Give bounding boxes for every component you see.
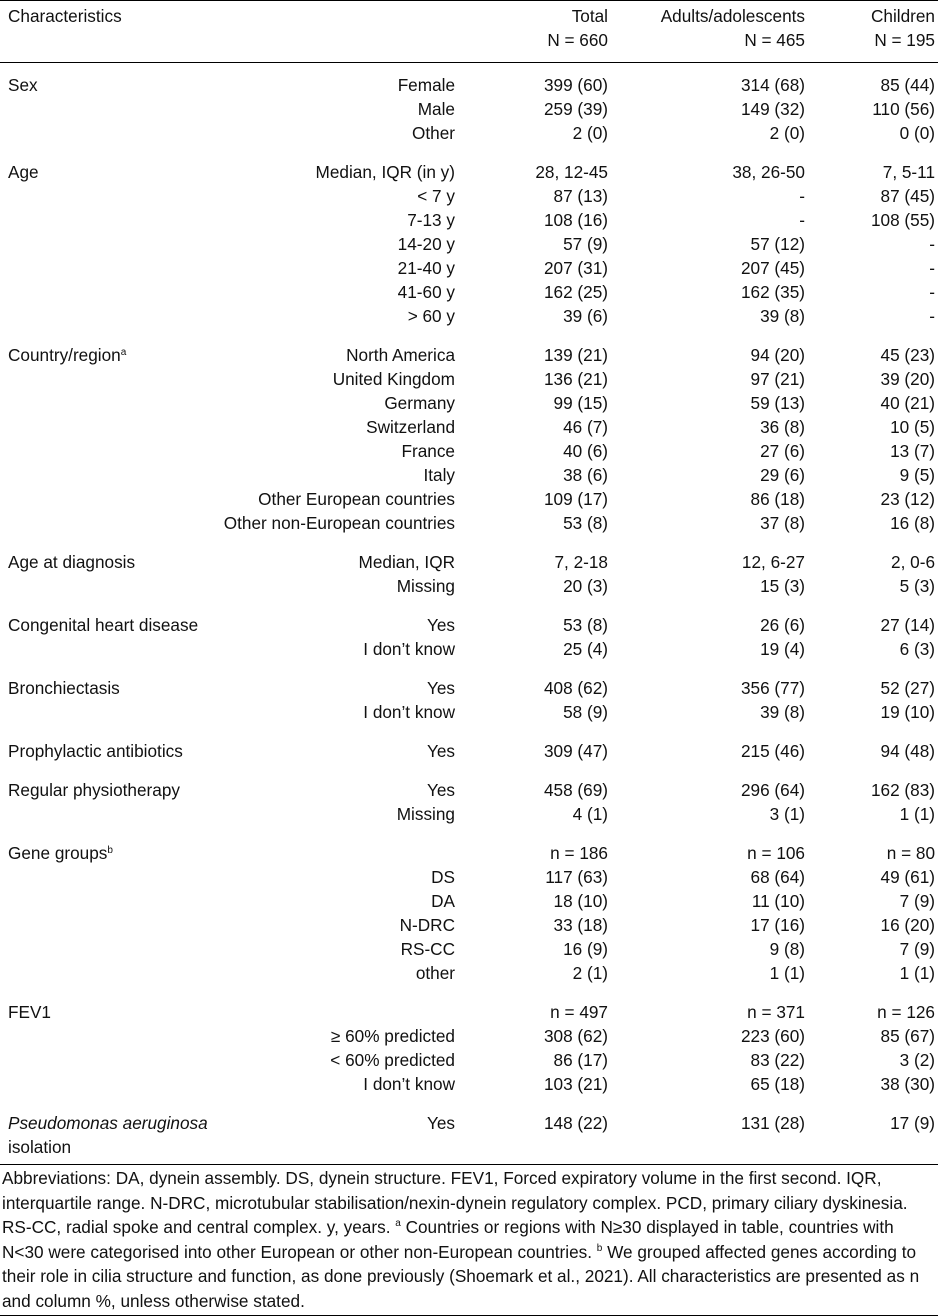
category-cell (0, 802, 182, 831)
table-row (0, 184, 938, 208)
children-value: 45 (23) (880, 345, 935, 365)
category-label: Bronchiectasis (8, 678, 120, 698)
table-row (0, 333, 938, 367)
children-value: 7, 5-11 (882, 162, 935, 182)
footnote-sup-b: b (596, 1242, 603, 1254)
category-label: Sex (8, 75, 38, 95)
header-total: Total N = 660 (458, 1, 611, 63)
children-value: 5 (3) (899, 576, 935, 596)
row-label: Other European countries (258, 489, 455, 509)
table-row (0, 439, 938, 463)
footnote-text-3: We grouped affected genes according to their role in cilia structure and function, as done previously (Shoemark et al., 2021). All characteristics are presented as n and column %, unless otherwise stated. (2, 1241, 920, 1311)
total-value: 207 (31) (543, 258, 608, 278)
row-label: Male (417, 99, 455, 119)
row-label: Yes (426, 678, 455, 698)
children-value: 27 (14) (880, 615, 935, 635)
children-value: n = 80 (886, 843, 935, 863)
total-value: 136 (21) (543, 369, 608, 389)
adults-value: 15 (3) (760, 576, 805, 596)
total-value: 25 (4) (563, 639, 608, 659)
table-row (0, 256, 938, 280)
category-cell (0, 937, 182, 961)
category-label: Regular physiotherapy (8, 780, 180, 800)
adults-value: 17 (16) (750, 915, 805, 935)
table-row (0, 666, 938, 700)
category-cell (0, 184, 182, 208)
table-row (0, 304, 938, 333)
category-label-line2: isolation (8, 1137, 72, 1157)
total-value: 108 (16) (543, 210, 608, 230)
children-value: 6 (3) (899, 639, 935, 659)
row-label: United Kingdom (332, 369, 455, 389)
table-row (0, 540, 938, 574)
row-label: Switzerland (366, 417, 455, 437)
row-label: 7-13 y (407, 210, 455, 230)
category-cell (0, 990, 182, 1024)
children-value: 23 (12) (880, 489, 935, 509)
category-cell (0, 574, 182, 603)
category-label: Country/region (8, 345, 121, 365)
category-cell (0, 280, 182, 304)
category-cell (0, 831, 182, 865)
total-value: 46 (7) (563, 417, 608, 437)
adults-value: 65 (18) (750, 1074, 805, 1094)
children-value: 110 (56) (872, 99, 935, 119)
row-label: Italy (423, 465, 455, 485)
children-value: - (929, 282, 935, 302)
adults-value: 131 (28) (740, 1113, 805, 1133)
category-cell (0, 232, 182, 256)
header-characteristics: Characteristics (0, 1, 182, 63)
table-row (0, 603, 938, 637)
adults-value: 223 (60) (740, 1026, 805, 1046)
total-value: 33 (18) (553, 915, 608, 935)
row-label: I don’t know (363, 1074, 455, 1094)
row-label: Yes (426, 615, 455, 635)
total-value: n = 497 (550, 1002, 608, 1022)
row-label: other (415, 963, 455, 983)
total-value: 2 (0) (572, 123, 608, 143)
adults-value: 27 (6) (760, 441, 805, 461)
row-label: Yes (426, 780, 455, 800)
table-row (0, 150, 938, 184)
total-value: 399 (60) (543, 75, 608, 95)
children-value: 1 (1) (899, 804, 935, 824)
row-label: DA (431, 891, 455, 911)
children-value: 87 (45) (880, 186, 935, 206)
adults-value: 1 (1) (769, 963, 805, 983)
table-row (0, 121, 938, 150)
table-row (0, 280, 938, 304)
adults-value: 39 (8) (760, 702, 805, 722)
table-footnote (0, 1164, 938, 1316)
total-value: 139 (21) (543, 345, 608, 365)
children-value: 19 (10) (880, 702, 935, 722)
children-value: 40 (21) (880, 393, 935, 413)
row-label: 21-40 y (397, 258, 455, 278)
row-label: > 60 y (407, 306, 455, 326)
table-row (0, 1048, 938, 1072)
children-value: 85 (44) (880, 75, 935, 95)
total-value: 57 (9) (563, 234, 608, 254)
adults-value: 37 (8) (760, 513, 805, 533)
row-label: N-DRC (399, 915, 455, 935)
table-row (0, 367, 938, 391)
category-cell (0, 700, 182, 729)
row-label: I don’t know (363, 702, 455, 722)
children-value: 39 (20) (880, 369, 935, 389)
adults-value: 19 (4) (760, 639, 805, 659)
total-value: n = 186 (550, 843, 608, 863)
footnote-text-2: Countries or regions with N≥30 displayed in table, countries with N<30 were categorised into other European or other non-European countries. (2, 1217, 894, 1262)
total-value: 87 (13) (553, 186, 608, 206)
children-value: 49 (61) (880, 867, 935, 887)
adults-value: 29 (6) (760, 465, 805, 485)
table-row (0, 574, 938, 603)
category-cell (0, 889, 182, 913)
children-value: 1 (1) (899, 963, 935, 983)
row-label: France (401, 441, 455, 461)
adults-value: 26 (6) (760, 615, 805, 635)
table-row (0, 913, 938, 937)
adults-value: 314 (68) (740, 75, 805, 95)
total-value: 458 (69) (543, 780, 608, 800)
total-value: 53 (8) (563, 513, 608, 533)
table-row (0, 391, 938, 415)
category-cell (0, 540, 182, 574)
adults-value: n = 371 (747, 1002, 805, 1022)
category-cell (0, 463, 182, 487)
table-row (0, 637, 938, 666)
table-row (0, 961, 938, 990)
row-label: Median, IQR (in y) (315, 162, 455, 182)
children-value: 17 (9) (890, 1113, 935, 1133)
row-label: < 60% predicted (330, 1050, 455, 1070)
table-row (0, 63, 938, 98)
adults-value: 97 (21) (750, 369, 805, 389)
category-cell (0, 511, 182, 540)
category-cell (0, 603, 199, 637)
total-value: 162 (25) (543, 282, 608, 302)
adults-value: 68 (64) (750, 867, 805, 887)
total-value: 39 (6) (563, 306, 608, 326)
category-cell (0, 913, 182, 937)
category-cell (0, 637, 182, 666)
table-row (0, 232, 938, 256)
row-label: Other (412, 123, 455, 143)
adults-value: n = 106 (747, 843, 805, 863)
table-row (0, 729, 938, 768)
category-cell (0, 961, 182, 990)
category-cell (0, 1048, 182, 1072)
total-value: 308 (62) (543, 1026, 608, 1046)
row-label: I don’t know (363, 639, 455, 659)
adults-value: 86 (18) (750, 489, 805, 509)
category-cell (0, 333, 182, 367)
table-row (0, 97, 938, 121)
adults-value: 83 (22) (750, 1050, 805, 1070)
total-value: 309 (47) (543, 741, 608, 761)
adults-value: - (799, 186, 805, 206)
category-label: Age (8, 162, 39, 182)
total-value: 20 (3) (563, 576, 608, 596)
adults-value: 207 (45) (740, 258, 805, 278)
row-label: DS (431, 867, 455, 887)
row-label: Missing (396, 576, 455, 596)
table-row (0, 865, 938, 889)
header-spacer (182, 1, 458, 63)
category-cell (0, 367, 182, 391)
table-row (0, 1024, 938, 1048)
adults-value: 356 (77) (740, 678, 805, 698)
children-value: 7 (9) (899, 939, 935, 959)
category-footnote-marker: b (107, 845, 113, 856)
total-value: 4 (1) (572, 804, 608, 824)
adults-value: 39 (8) (760, 306, 805, 326)
table-row (0, 487, 938, 511)
row-label: North America (346, 345, 455, 365)
total-value: 99 (15) (553, 393, 608, 413)
category-cell (0, 768, 182, 802)
children-value: 9 (5) (899, 465, 935, 485)
row-label: Other non-European countries (223, 513, 455, 533)
category-cell (0, 304, 182, 333)
total-value: 259 (39) (543, 99, 608, 119)
table-row (0, 802, 938, 831)
table-body (0, 63, 938, 1165)
category-cell (0, 487, 182, 511)
children-value: 0 (0) (899, 123, 935, 143)
row-label: Germany (384, 393, 455, 413)
table-row (0, 990, 938, 1024)
total-value: 117 (63) (545, 867, 608, 887)
adults-value: 57 (12) (750, 234, 805, 254)
category-cell (0, 208, 182, 232)
adults-value: 94 (20) (750, 345, 805, 365)
adults-value: 296 (64) (740, 780, 805, 800)
children-value: n = 126 (877, 1002, 935, 1022)
children-value: - (929, 258, 935, 278)
category-label: Pseudomonas aeruginosa (8, 1113, 208, 1133)
header-adults: Adults/adolescents N = 465 (611, 1, 808, 63)
table-row (0, 937, 938, 961)
table-row (0, 415, 938, 439)
category-cell (0, 865, 182, 889)
row-label: Missing (396, 804, 455, 824)
adults-value: 3 (1) (769, 804, 805, 824)
adults-value: 38, 26-50 (732, 162, 805, 182)
children-value: 94 (48) (880, 741, 935, 761)
children-value: 10 (5) (890, 417, 935, 437)
children-value: 16 (8) (890, 513, 935, 533)
category-cell (0, 391, 182, 415)
adults-value: 215 (46) (740, 741, 805, 761)
category-cell (0, 415, 182, 439)
category-label: FEV1 (8, 1002, 51, 1022)
children-value: 13 (7) (890, 441, 935, 461)
category-cell (0, 1024, 182, 1048)
table-header (0, 1, 938, 63)
adults-value: - (799, 210, 805, 230)
total-value: 7, 2-18 (554, 552, 608, 572)
footnote-sup-a: a (395, 1218, 401, 1229)
footnote-text-1: Abbreviations: DA, dynein assembly. DS, dynein structure. FEV1, Forced expiratory volume in the first second. IQR, interquartile range. N-DRC, microtubular stabilisation/nexin-dynein regulatory complex. PCD, primary ciliary dyskinesia. RS-CC, radial spoke and central complex. y, years. (2, 1168, 908, 1237)
adults-value: 162 (35) (740, 282, 805, 302)
row-label: Yes (426, 741, 455, 761)
adults-value: 59 (13) (750, 393, 805, 413)
adults-value: 36 (8) (760, 417, 805, 437)
row-label (182, 831, 458, 865)
category-cell (0, 666, 182, 700)
row-label: ≥ 60% predicted (330, 1026, 455, 1046)
category-label: Prophylactic antibiotics (8, 741, 183, 761)
category-cell (0, 63, 182, 98)
row-label: 41-60 y (397, 282, 455, 302)
children-value: - (929, 306, 935, 326)
table-row (0, 831, 938, 865)
category-cell (0, 256, 182, 280)
row-label: Female (397, 75, 455, 95)
total-value: 40 (6) (563, 441, 608, 461)
adults-value: 149 (32) (740, 99, 805, 119)
row-label: 14-20 y (397, 234, 455, 254)
category-label: Age at diagnosis (8, 552, 136, 572)
total-value: 16 (9) (563, 939, 608, 959)
adults-value: 12, 6-27 (741, 552, 805, 572)
total-value: 408 (62) (543, 678, 608, 698)
table-row (0, 700, 938, 729)
children-value: 162 (83) (870, 780, 935, 800)
children-value: 3 (2) (899, 1050, 935, 1070)
category-label: Gene groups (8, 843, 108, 863)
children-value: 108 (55) (870, 210, 935, 230)
children-value: 38 (30) (880, 1074, 935, 1094)
children-value: 16 (20) (880, 915, 935, 935)
children-value: 7 (9) (899, 891, 935, 911)
table-row (0, 463, 938, 487)
children-value: 2, 0-6 (891, 552, 935, 572)
total-value: 109 (17) (543, 489, 608, 509)
table-row (0, 768, 938, 802)
total-value: 18 (10) (553, 891, 608, 911)
table-row (0, 1101, 938, 1164)
table-row (0, 208, 938, 232)
category-cell (0, 97, 182, 121)
total-value: 58 (9) (563, 702, 608, 722)
total-value: 38 (6) (563, 465, 608, 485)
category-label: Congenital heart disease (8, 615, 199, 635)
table-row (0, 1072, 938, 1101)
header-children: Children N = 195 (808, 1, 938, 63)
category-cell (0, 439, 182, 463)
row-label: Yes (426, 1113, 455, 1133)
children-value: 52 (27) (880, 678, 935, 698)
adults-value: 2 (0) (769, 123, 805, 143)
row-label: RS-CC (400, 939, 455, 959)
table-row (0, 889, 938, 913)
adults-value: 9 (8) (769, 939, 805, 959)
row-label: Median, IQR (358, 552, 455, 572)
category-cell (0, 1101, 208, 1164)
category-cell (0, 150, 182, 184)
table-row (0, 511, 938, 540)
row-label (182, 990, 458, 1024)
total-value: 2 (1) (572, 963, 608, 983)
total-value: 86 (17) (553, 1050, 608, 1070)
category-cell (0, 1072, 182, 1101)
row-label: < 7 y (417, 186, 455, 206)
adults-value: 11 (10) (751, 891, 805, 911)
category-cell (0, 121, 182, 150)
category-cell (0, 729, 182, 768)
total-value: 28, 12-45 (535, 162, 608, 182)
total-value: 53 (8) (563, 615, 608, 635)
children-value: - (929, 234, 935, 254)
children-value: 85 (67) (880, 1026, 935, 1046)
total-value: 148 (22) (543, 1113, 608, 1133)
category-footnote-marker: a (120, 347, 127, 358)
total-value: 103 (21) (543, 1074, 608, 1094)
